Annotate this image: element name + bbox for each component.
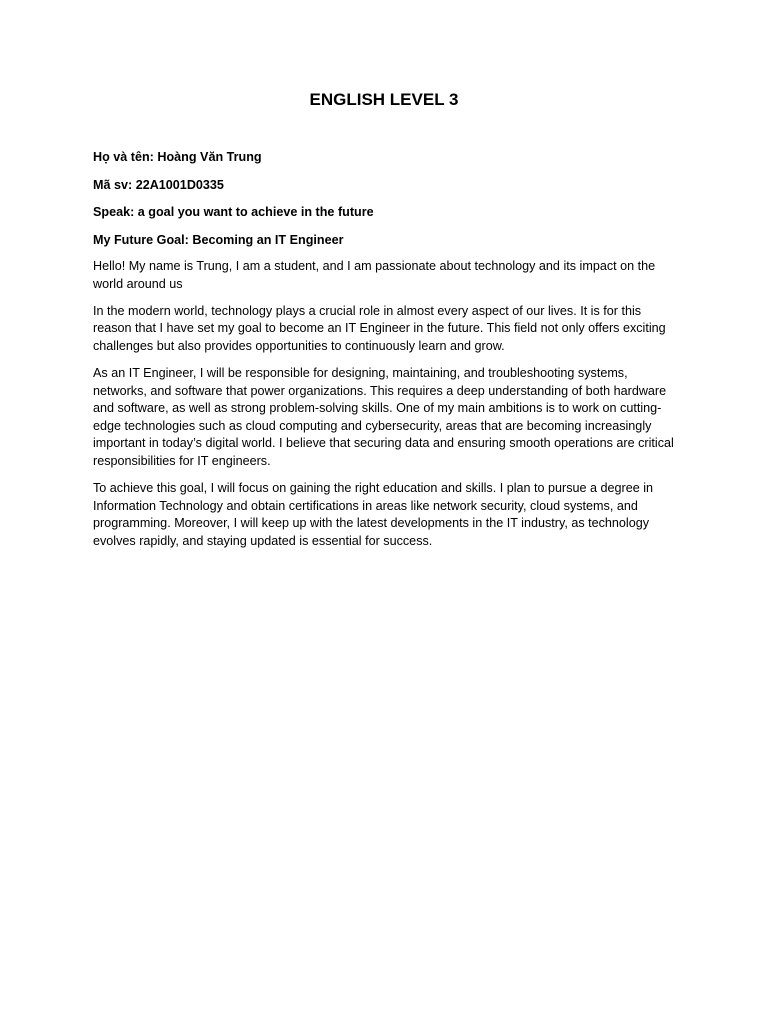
document-body <box>93 148 675 560</box>
paragraph-goal: In the modern world, technology plays a crucial role in almost every aspect of our lives. It is for this reason that I have set my goal to become an IT Engineer in the future. This field not only offers exciting challenges but also provides opportunities to continuously learn and grow. <box>93 303 666 353</box>
student-id: Mã sv: 22A1001D0335 <box>93 177 224 192</box>
paragraph-intro: Hello! My name is Trung, I am a student, and I am passionate about technology and its impact on the world around us <box>93 259 656 291</box>
paragraph-plan: To achieve this goal, I will focus on gaining the right education and skills. I plan to pursue a degree in Information Technology and obtain certifications in areas like network security, cloud systems, and programming. Moreover, I will keep up with the latest developments in the IT industry, as technology evolves rapidly, and staying updated is essential for success. <box>93 481 654 548</box>
paragraph-responsibilities: As an IT Engineer, I will be responsible for designing, maintaining, and troubleshooting systems, networks, and software that power organizations. This requires a deep understanding of both hardware and software, as well as strong problem-solving skills. One of my main ambitions is to work on cutting-edge technologies such as cloud computing and cybersecurity, areas that are becoming increasingly important in today’s digital world. I believe that securing data and ensuring smooth operations are critical responsibilities for IT engineers. <box>93 365 674 468</box>
student-name: Họ và tên: Hoàng Văn Trung <box>93 150 262 164</box>
speaking-prompt: Speak: a goal you want to achieve in the future <box>93 205 374 219</box>
document-title: ENGLISH LEVEL 3 <box>309 90 459 109</box>
essay-title: My Future Goal: Becoming an IT Engineer <box>93 232 344 247</box>
